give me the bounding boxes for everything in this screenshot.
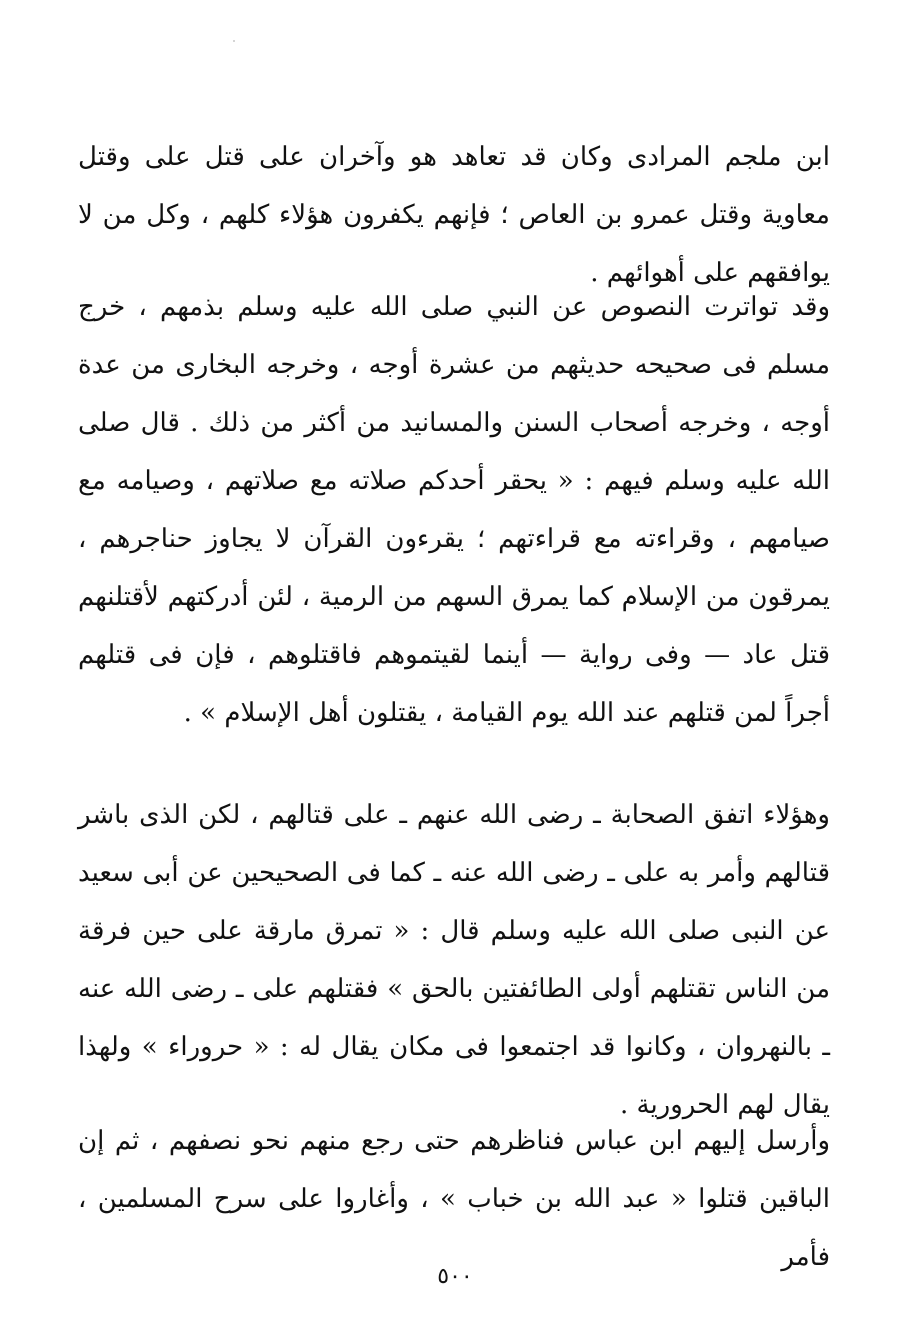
paragraph-3 — [78, 786, 830, 1134]
paragraph-text: وهؤلاء اتفق الصحابة ـ رضى الله عنهم ـ على قتالهم ، لكن الذى باشر قتالهم وأمر به على ـ رضى الله عنه ـ كما فى الصحيحين عن أبى سعيد عن النبى صلى الله عليه وسلم قال : « تمرق مارقة على حين فرقة من الناس تقتلهم أولى الطائفتين بالحق » فقتلهم على ـ رضى الله عنه ـ بالنهروان ، وكانوا قد اجتمعوا فى مكان يقال له : « حروراء » ولهذا يقال لهم الحرورية . — [78, 800, 830, 1120]
paragraph-4 — [78, 1112, 830, 1286]
paragraph-text: وأرسل إليهم ابن عباس فناظرهم حتى رجع منهم نحو نصفهم ، ثم إن الباقين قتلوا « عبد الله بن خباب » ، وأغاروا على سرح المسلمين ، فأمر — [78, 1126, 830, 1272]
paragraph-1 — [78, 128, 830, 302]
paragraph-text: ابن ملجم المرادى وكان قد تعاهد هو وآخران على قتل على وقتل معاوية وقتل عمرو بن العاص ؛ فإنهم يكفرون هؤلاء كلهم ، وكل من لا يوافقهم على أهوائهم . — [78, 142, 830, 288]
paper-speck — [233, 40, 235, 42]
paragraph-2 — [78, 278, 830, 742]
paragraph-text: وقد تواترت النصوص عن النبي صلى الله عليه وسلم بذمهم ، خرج مسلم فى صحيحه حديثهم من عشرة أوجه ، وخرجه البخارى من عدة أوجه ، وخرجه أصحاب السنن والمسانيد من أكثر من ذلك . قال صلى الله عليه وسلم فيهم : « يحقر أحدكم صلاته مع صلاتهم ، وصيامه مع صيامهم ، وقراءته مع قراءتهم ؛ يقرءون القرآن لا يجاوز حناجرهم ، يمرقون من الإسلام كما يمرق السهم من الرمية ، لئن أدركتهم لأقتلنهم قتل عاد — وفى رواية — أينما لقيتموهم فاقتلوهم ، فإن فى قتلهم أجراً لمن قتلهم عند الله يوم القيامة ، يقتلون أهل الإسلام » . — [78, 292, 830, 728]
page-number: ٥٠٠ — [437, 1264, 473, 1289]
